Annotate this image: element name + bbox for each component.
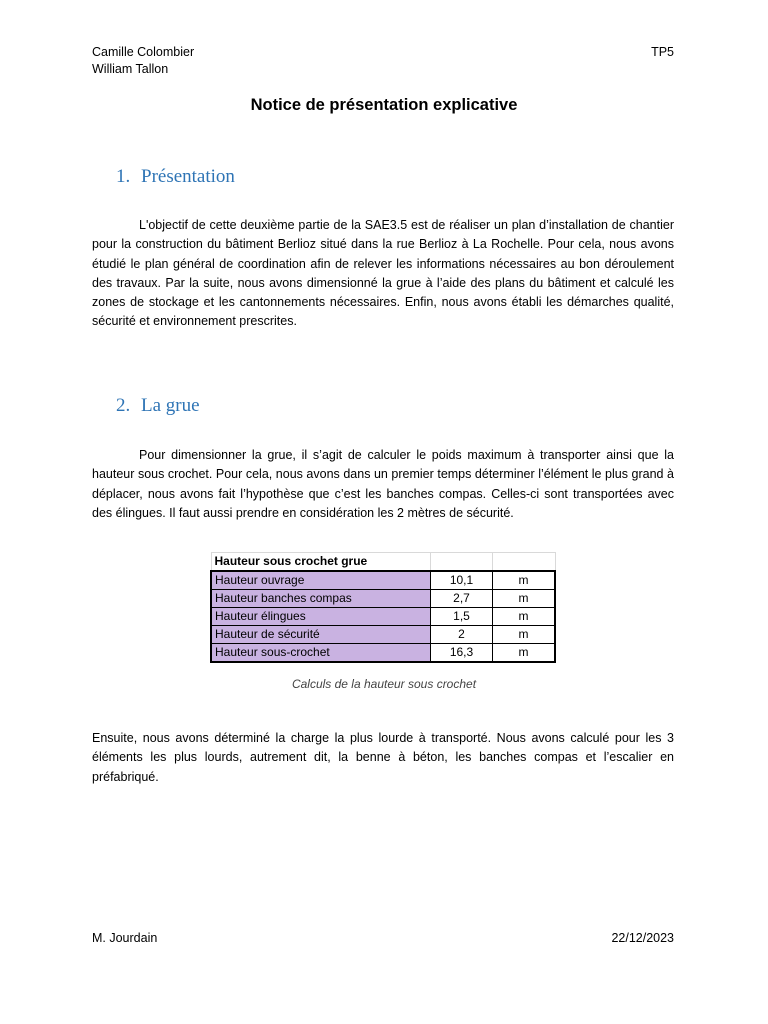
- table-header-empty: [431, 553, 493, 572]
- row-label: Hauteur élingues: [211, 608, 431, 626]
- row-label: Hauteur banches compas: [211, 590, 431, 608]
- table-row: [211, 590, 555, 608]
- author-names: [92, 44, 194, 78]
- section-title: Présentation: [141, 166, 235, 187]
- row-unit: m: [493, 626, 556, 644]
- table-caption: Calculs de la hauteur sous crochet: [291, 677, 477, 691]
- hook-height-table-container: [210, 552, 556, 663]
- row-value: 1,5: [431, 608, 493, 626]
- table-header-empty: [493, 553, 556, 572]
- table-row: [211, 608, 555, 626]
- table-row: [211, 571, 555, 590]
- row-unit: m: [493, 571, 556, 590]
- table-row: [211, 644, 555, 663]
- footer-teacher: M. Jourdain: [92, 931, 158, 945]
- row-unit: m: [493, 644, 556, 663]
- author-2: William Tallon: [92, 62, 169, 76]
- table-header-row: [211, 553, 555, 572]
- footer-date: 22/12/2023: [611, 931, 674, 945]
- table-header-cell: Hauteur sous crochet grue: [211, 553, 431, 572]
- table-row: [211, 626, 555, 644]
- author-1: Camille Colombier: [92, 45, 195, 59]
- document-title: Notice de présentation explicative: [250, 96, 518, 114]
- row-value: 10,1: [431, 571, 493, 590]
- tp-label: TP5: [651, 45, 674, 59]
- paragraph-presentation: L'objectif de cette deuxième partie de la SAE3.5 est de réaliser un plan d’installation de chantier pour la construction du bâtiment Berlioz situé dans la rue Berlioz à La Rochelle. Pour cela, nous avons étudié le plan général de coordination afin de relever les informations nécessaires au bon déroulement des travaux. Par la suite, nous avons dimensionné la grue à l’aide des plans du bâtiment et calculé les zones de stockage et les cantonnements nécessaires. Enfin, nous avons établi les démarches qualité, sécurité et environnement prescrites.: [92, 218, 674, 329]
- section-title: La grue: [141, 395, 200, 416]
- row-value: 16,3: [431, 644, 493, 663]
- section-number: 1.: [116, 166, 131, 187]
- section-heading-grue: [116, 394, 200, 418]
- hook-height-table: [210, 552, 556, 663]
- row-unit: m: [493, 608, 556, 626]
- paragraph-grue: Pour dimensionner la grue, il s’agit de calculer le poids maximum à transporter ainsi que la hauteur sous crochet. Pour cela, nous avons dans un premier temps déterminer l’élément le plus grand à déplacer, nous avons fait l’hypothèse que c’est les banches compas. Celles-ci sont transportées avec des élingues. Il faut aussi prendre en considération les 2 mètres de sécurité.: [92, 448, 674, 520]
- section-number: 2.: [116, 395, 131, 416]
- paragraph-closing: Ensuite, nous avons déterminé la charge la plus lourde à transporté. Nous avons calculé pour les 3 éléments les plus lourds, autrement dit, la benne à béton, les banches compas et l’escalier en préfabriqué.: [92, 731, 674, 784]
- row-value: 2,7: [431, 590, 493, 608]
- section-heading-presentation: [116, 165, 235, 189]
- row-label: Hauteur sous-crochet: [211, 644, 431, 663]
- row-label: Hauteur de sécurité: [211, 626, 431, 644]
- row-value: 2: [431, 626, 493, 644]
- row-label: Hauteur ouvrage: [211, 571, 431, 590]
- row-unit: m: [493, 590, 556, 608]
